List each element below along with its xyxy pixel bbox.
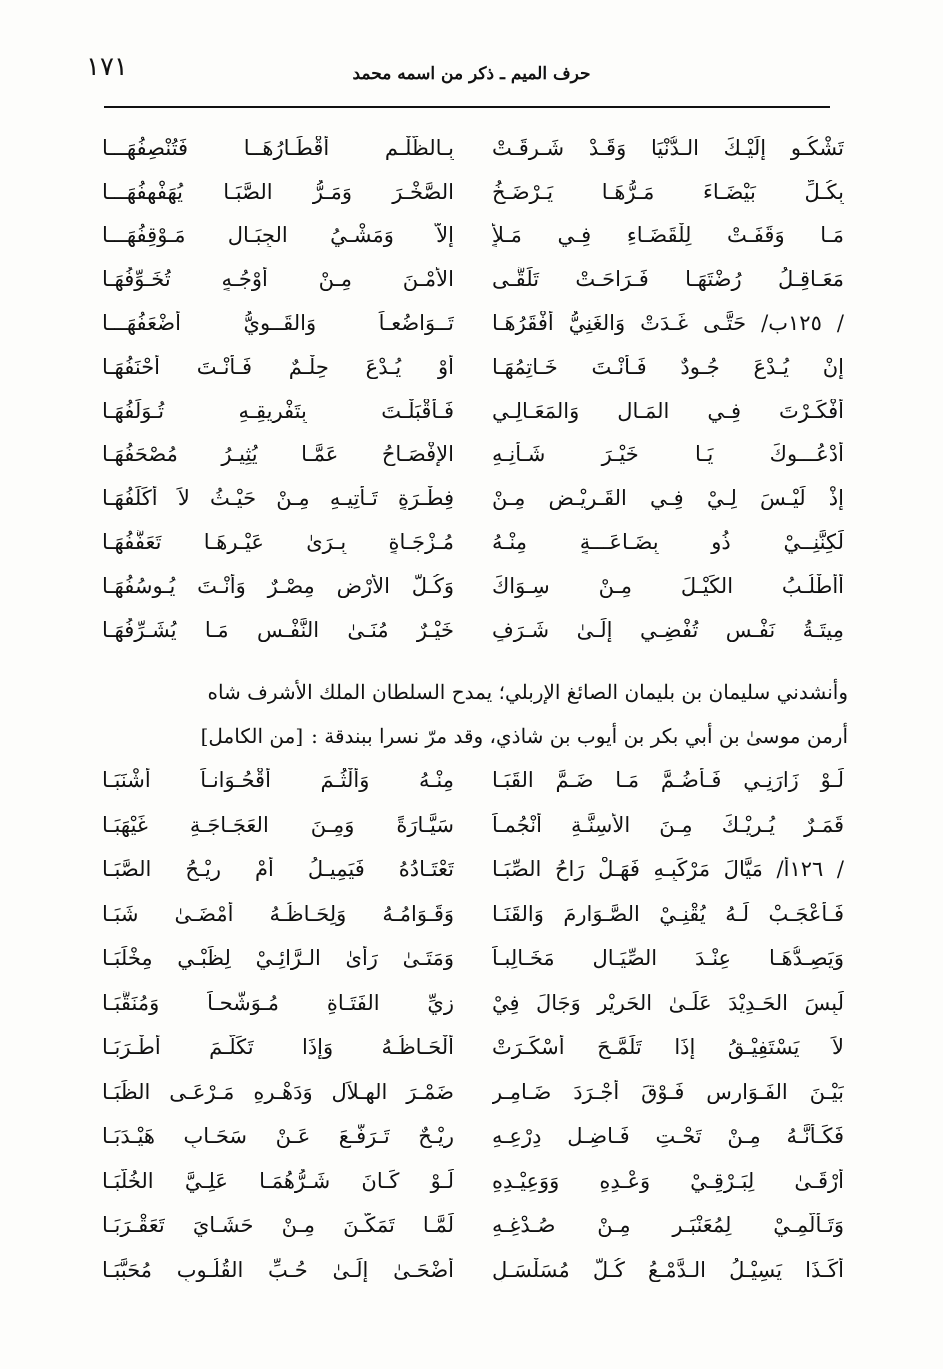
verse <box>102 564 844 608</box>
verse <box>102 758 844 803</box>
hemistich-second: أَضْحَـىٰ إِلَـىٰ حُـبِّ القُلُـوبِ مُحَبَّبَـا <box>102 1257 454 1282</box>
intro-line: وأنشدني سليمان بن بليمان الصائغ الإربلي؛ يمدح السلطان الملك الأشرف شاه <box>207 680 848 704</box>
hemistich-first: فَـأَعْجَـبْ لَـهُ يُقْنِـيْ الصَّـوَارِمَ وَالقَنَـا <box>492 901 844 926</box>
hemistich-first: فَكَـأَنَّـهُ مِـنْ تَحْـتِ فَـاضِـلِ دِرْعِـهِ <box>492 1124 844 1149</box>
verse <box>102 214 844 258</box>
hemistich-first: أَدْعُـــوكَ يَـا خَيْـرَ شَـأْنِـهِ <box>492 442 844 467</box>
hemistich-second: ضَمْـرَ الهِـلاَلِ وَدَهْـرِهِ مَـرْعَـى الظِّبَـا <box>102 1079 454 1104</box>
hemistich-second: إِلاَّ وَمَشْـيُ الجِبَـالِ مَـوْقِفُهَـــا <box>102 223 454 248</box>
running-header: حرف الميم ـ ذكر من اسمه محمد <box>352 64 591 84</box>
hemistich-second: تَــوَاضُعـاً وَالقَــوِيُّ أَضْعَفُهَـــا <box>102 311 454 336</box>
hemistich-second: الإِفْصَـاحُ عَمَّـا يُثِيـرُ مُصْحَفُهَـا <box>102 442 454 467</box>
hemistich-second: رِيْـحٌ تَـرَفَّـعَ عَـنْ سَحَـابٍ هَيْـدَبَـا <box>102 1124 454 1149</box>
hemistich-first: / ١٢٥ب/ حَتَّـى غَـدَتْ وَالغَنِيُّ أَفْقَرُهَـا <box>492 311 844 336</box>
verse <box>102 1025 844 1070</box>
hemistich-second: أَلْحَـاظُـهُ وَإِذَا تَكَلَّـمَ أَطْـرَبَـا <box>102 1035 454 1060</box>
hemistich-first: أَأَطْلُـبُ الكَيْـلَ مِـنْ سِـوَاكَ <box>492 573 844 598</box>
hemistich-first: لَبِسَ الحَـدِيْدَ عَلَـىٰ الحَرِيْرِ وَجَالَ فِيْ <box>492 990 844 1015</box>
intro-line <box>90 714 848 758</box>
verse <box>102 126 844 170</box>
hemistich-first: أَرْقَـىٰ لِبَـرْقِـيْ وَعْـدِهِ وَوَعِيْـدِهِ <box>492 1168 844 1193</box>
poem-one <box>102 126 844 652</box>
verse <box>102 892 844 937</box>
verse <box>102 1159 844 1204</box>
hemistich-second: وَقَـوَامُـهُ وَلِحَـاظُـهُ أَمْضَـىٰ شَبَـا <box>102 901 454 926</box>
hemistich-first: إِذْ لَيْـسَ لِـيْ فِـي القَـرِيْـضِ مِـنْ <box>492 486 844 511</box>
hemistich-first: تَشْكُـو إِلَيْـكَ الـدُّنْيَا وَقَـدْ شَـرِقَـتْ <box>492 135 844 160</box>
hemistich-second: فَـأَقْبَلْـتَ بِتَفْرِيقِـهِ تُـوَلِّفُهَـا <box>102 398 454 423</box>
verse <box>102 981 844 1026</box>
hemistich-second: سَيَّـارَةً وَمِـنَ العَجَـاجَـةِ غَيْهَبَـا <box>102 812 454 837</box>
hemistich-second: زِيِّ الفَتَـاةِ مُـوَشَّحـاً وَمُنَقَّبَـا <box>102 990 454 1015</box>
verse <box>102 170 844 214</box>
hemistich-first: / ١٢٦أ/ مَيَّالَ مَرْكَبِـهِ فَهَـلْ رَاحُ الصِّبَـا <box>492 857 844 882</box>
verse <box>102 257 844 301</box>
hemistich-second: تَعْتَـادُهُ فَيَمِيـلُ أَمْ رِيْـحُ الصَّبَـا <box>102 857 454 882</box>
hemistich-first: قَمَـرٌ يُـرِيْـكَ مِـنَ الأَسِنَّـةِ أَنْجُمـاً <box>492 812 844 837</box>
page-number: ١٧١ <box>86 52 128 82</box>
verse <box>102 476 844 520</box>
hemistich-first: لَـوْ زَارَنِـي فَـأَضُـمَّ مَـا ضَـمَّ القَبَـا <box>492 768 844 793</box>
hemistich-first: لَكِنَّنِــيْ ذُو بِضَـاعَـــةٍ مِنْـهُ <box>492 530 844 555</box>
hemistich-first: إِنْ يُـدْعَ جُـودٌ فَـأَنْـتَ خَـاتِمُهَـا <box>492 354 844 379</box>
hemistich-second: لَـوْ كَـانَ شَـرُّهُمَـا عَلِـيَّ الخُلَّبَـا <box>102 1168 454 1193</box>
hemistich-second: لَمَّـا تَمَكَّـنَ مِـنْ حَشَـايَ تَعَقْـرَبَـا <box>102 1213 454 1238</box>
hemistich-first: وَتَـأَلُّمِـيْ لِمُعَنْبَـرٍ مِـنْ صُـدْغِـهِ <box>492 1213 844 1238</box>
verse <box>102 847 844 892</box>
verse <box>102 301 844 345</box>
verse <box>102 1070 844 1115</box>
verse <box>102 936 844 981</box>
hemistich-second: أَوْ يُـدْعَ حِلْـمٌ فَـأَنْـتَ أَحْنَفُهَـا <box>102 354 454 379</box>
verse <box>102 1203 844 1248</box>
hemistich-second: وَمَتَـىٰ رَأَىٰ الـرَّائِـيْ لِظَبْـيٍ مِخْلَبَـا <box>102 946 454 971</box>
hemistich-second: مُـزْجَـاةٍ بِـرَىٰ عَيْـرِهَـا تَعَفُّفُهَـا <box>102 530 454 555</box>
hemistich-first: مَعَـاقِـلُ رُضْتَهَـا فَـرَاحَـتْ تَلَقَّـى <box>492 267 844 292</box>
verse <box>102 389 844 433</box>
verse <box>102 433 844 477</box>
poem-two <box>102 758 844 1292</box>
hemistich-first: بَيْـنَ الفَـوَارِسِ فَـوْقَ أَجْـرَدَ ضَـامِـرٍ <box>492 1079 844 1104</box>
hemistich-second: خَيْـرٌ مُنَـىٰ النَّفْـسِ مَـا يُشَـرِّفُهَـا <box>102 617 454 642</box>
prose-introduction <box>90 670 848 758</box>
hemistich-second: الأَمْـنَ مِـنْ أَوْجُـهٍ تُخَـوِّفُهَـا <box>102 267 454 292</box>
hemistich-first: لاَ يَسْتَفِيْـقُ إِذَا تَلَمَّـحَ أَسْكَـرَتْ <box>492 1035 844 1060</box>
hemistich-first: مِيتَـةُ نَفْـسٍ تُفْضِـي إِلَـىٰ شَـرَفٍ <box>492 617 844 642</box>
verse <box>102 520 844 564</box>
hemistich-second: بِـالظُّلْـمِ أَقْطَـارُهَــا فَتُنْصِفُهَـــا <box>102 135 454 160</box>
hemistich-first: أَفْكَـرْتَ فِـي المَـالِ وَالمَعَـالِـي <box>492 398 844 423</box>
intro-text: أرمن موسىٰ بن أبي بكر بن أيوب بن شاذي، وقد مرّ نسرا ببندقة : <box>311 724 848 748</box>
header-rule <box>104 106 830 108</box>
hemistich-first: أَكَـذَا يَسِيْـلُ الـدَّمْـعُ كُـلَّ مُسَلْسَـلٍ <box>492 1257 844 1282</box>
hemistich-first: بِكُـلِّ بَيْضَـاءَ مَـرُّهَـا يَـرْضَـخُ <box>492 179 844 204</box>
hemistich-second: الصَّخْـرَ وَمَـرُّ الصَّبَـا يُهَفْهِفُهَـــا <box>102 179 454 204</box>
hemistich-second: فِطْـرَةٍ تَـأْتِيـهِ مِـنْ حَيْـثُ لاَ أُكَلِّفُهَـا <box>102 486 454 511</box>
verse <box>102 803 844 848</box>
verse <box>102 345 844 389</box>
hemistich-second: وَكُـلُّ الأَرْضِ مِصْـرٌ وَأَنْـتَ يُـوسُفُهَـا <box>102 573 454 598</box>
hemistich-first: وَيَصِـدُّهَـا عِنْـدَ الصِّيَـالِ مَخَـالِبـاً <box>492 946 844 971</box>
verse <box>102 1248 844 1293</box>
meter-label: [من الكامل] <box>200 724 304 748</box>
hemistich-first: مَـا وَقَفَـتْ لِلْقَضَـاءِ فِـي مَـلأٍ <box>492 223 844 248</box>
verse <box>102 608 844 652</box>
hemistich-second: مِنْـهُ وَأَلْثُـمَ أُقْحُـوَانـاً أَشْنَبَـا <box>102 768 454 793</box>
verse <box>102 1114 844 1159</box>
